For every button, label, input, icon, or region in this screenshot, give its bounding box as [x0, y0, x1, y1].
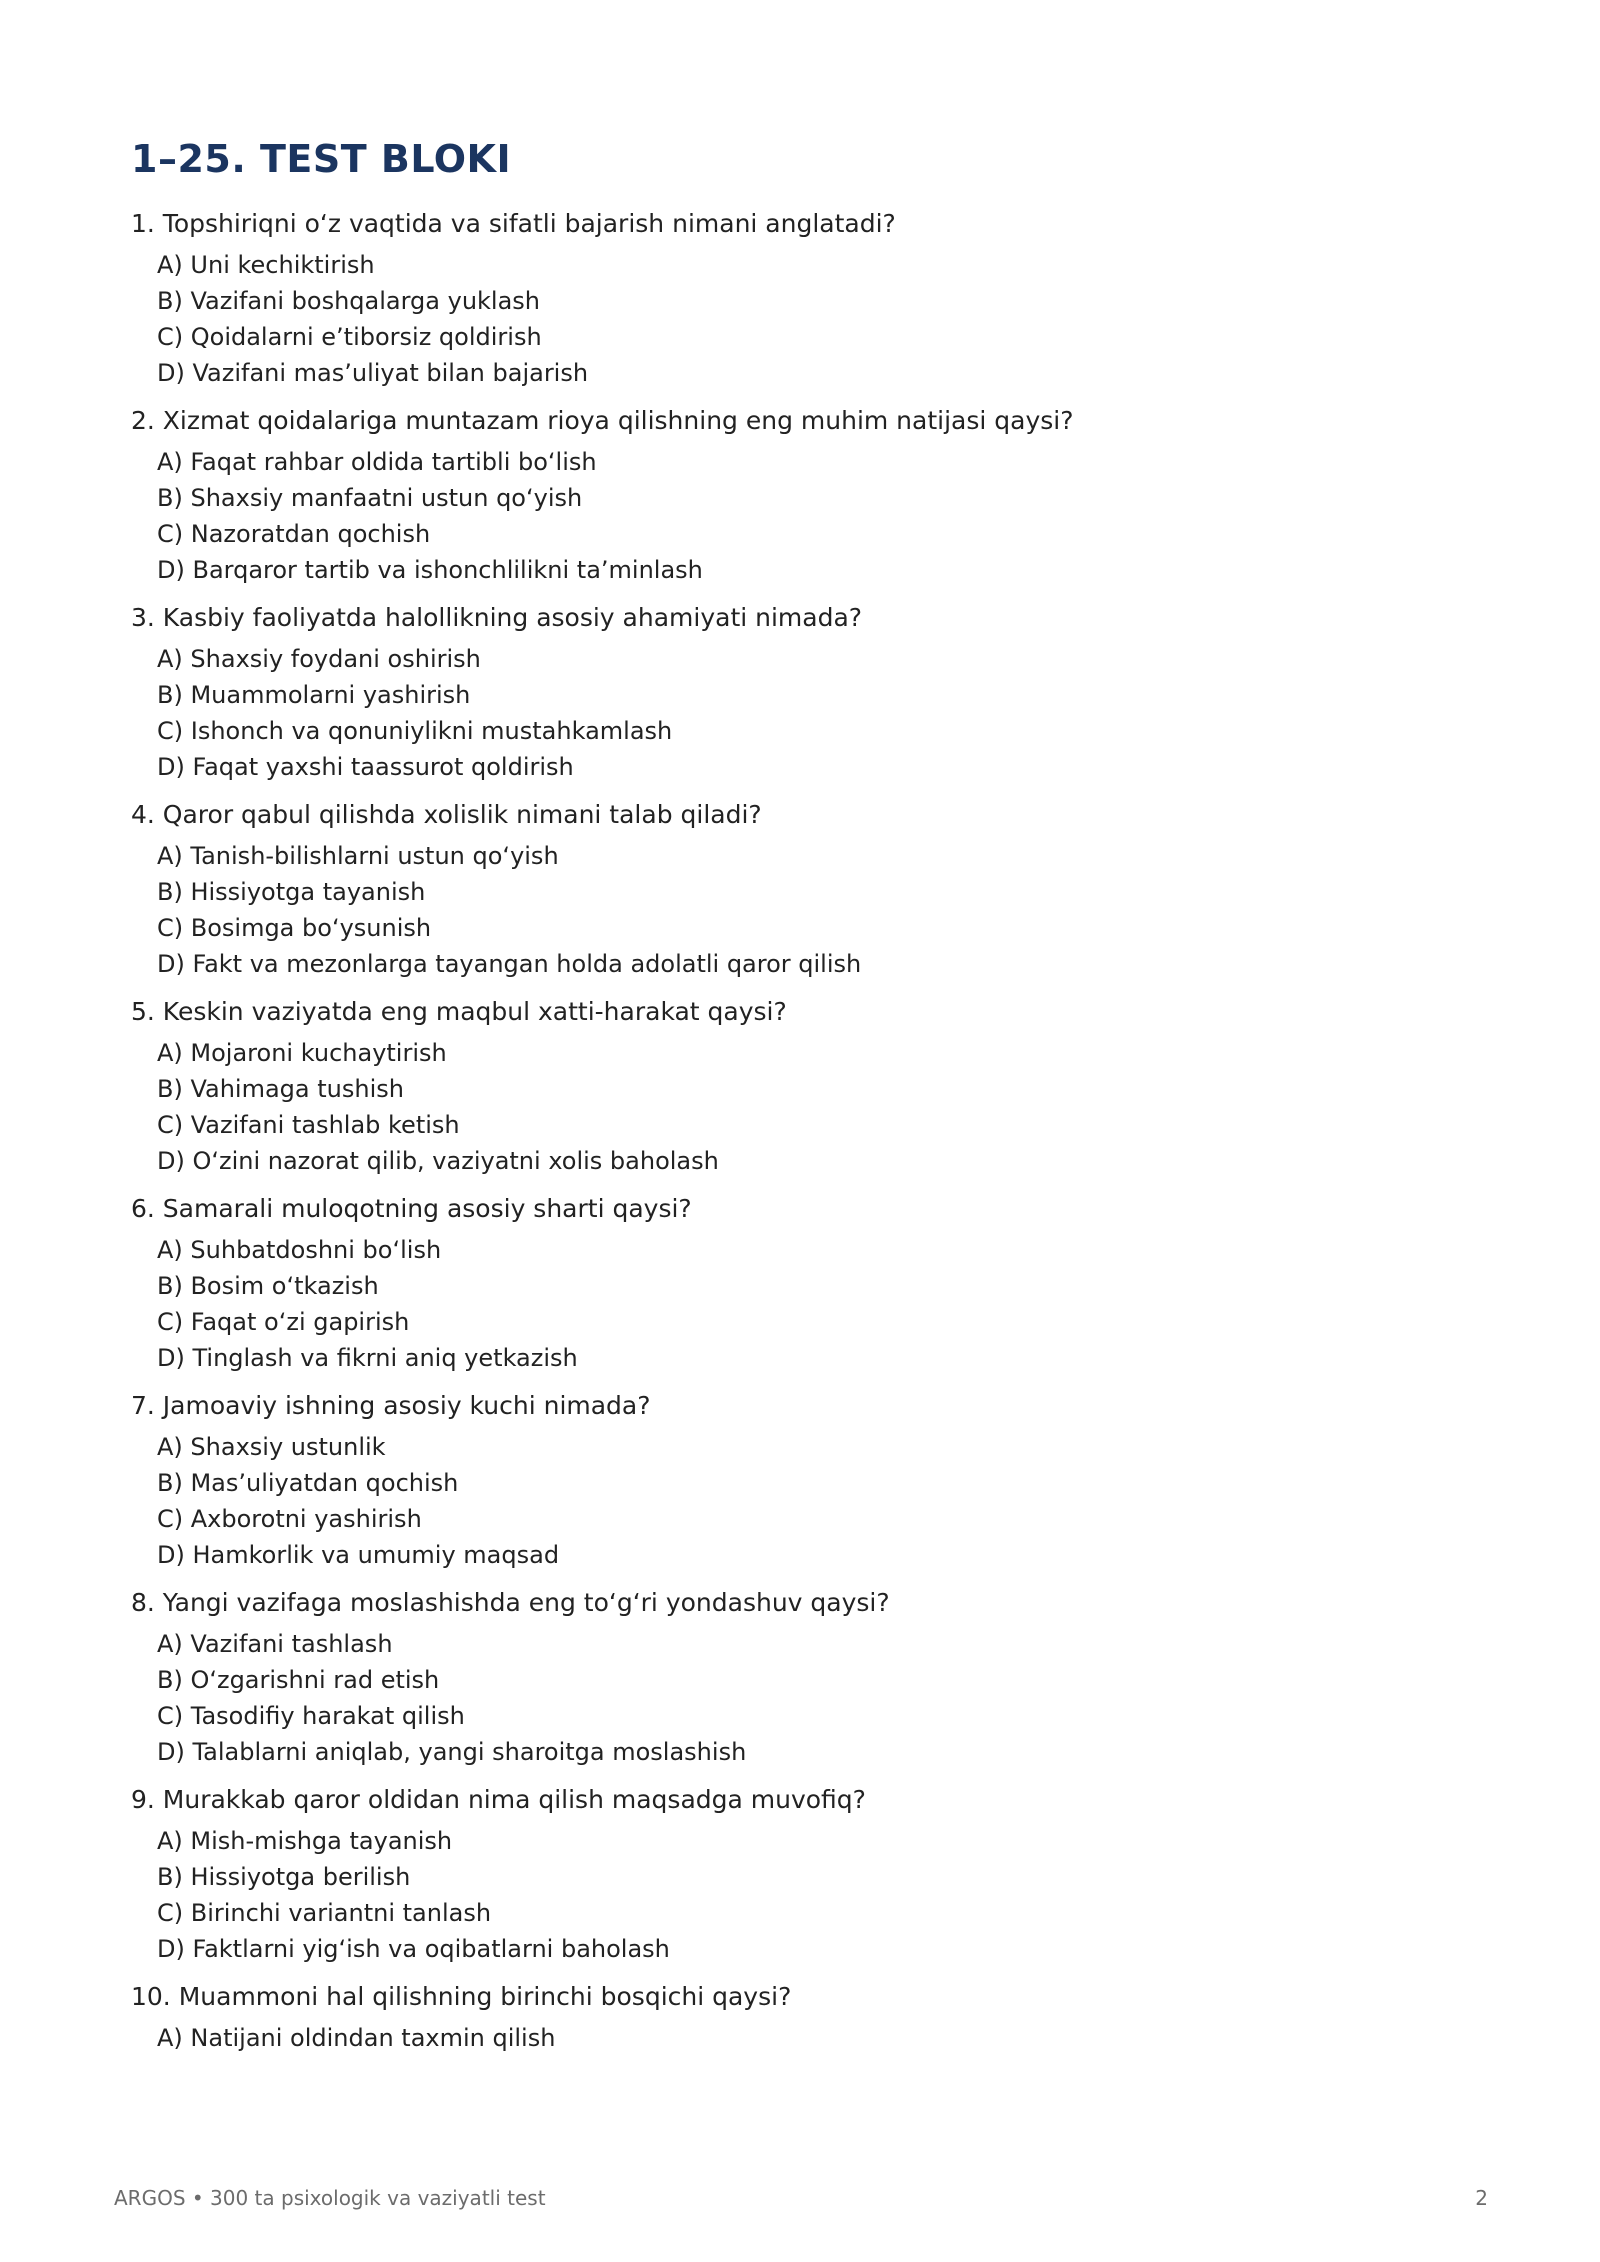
answer-option: D) O‘zini nazorat qilib, vaziyatni xolis baholash	[157, 1147, 719, 1175]
answer-option: C) Axborotni yashirish	[157, 1505, 422, 1533]
question-text: 2. Xizmat qoidalariga muntazam rioya qilishning eng muhim natijasi qaysi?	[131, 406, 1074, 435]
question-block	[131, 1583, 1491, 1770]
question-text: 1. Topshiriqni o‘z vaqtida va sifatli bajarish nimani anglatadi?	[131, 209, 896, 238]
answer-option: D) Tinglash va fikrni aniq yetkazish	[157, 1344, 578, 1372]
answer-option: C) Tasodifiy harakat qilish	[157, 1702, 465, 1730]
answer-option: D) Faqat yaxshi taassurot qoldirish	[157, 753, 574, 781]
answer-option: C) Nazoratdan qochish	[157, 520, 431, 548]
answer-option: C) Faqat o‘zi gapirish	[157, 1308, 410, 1336]
footer-title: ARGOS • 300 ta psixologik va vaziyatli test	[114, 2186, 546, 2210]
question-block	[131, 204, 1491, 391]
answer-option: A) Mojaroni kuchaytirish	[157, 1039, 447, 1067]
answer-option: A) Mish-mishga tayanish	[157, 1827, 453, 1855]
question-text: 9. Murakkab qaror oldidan nima qilish maqsadga muvofiq?	[131, 1785, 866, 1814]
answer-option: A) Natijani oldindan taxmin qilish	[157, 2024, 556, 2052]
section-heading: 1–25. TEST BLOKI	[131, 137, 512, 181]
answer-option: B) Muammolarni yashirish	[157, 681, 471, 709]
question-block	[131, 1780, 1491, 1967]
answer-option: C) Ishonch va qonuniylikni mustahkamlash	[157, 717, 673, 745]
answer-option: C) Bosimga bo‘ysunish	[157, 914, 432, 942]
answer-option: A) Shaxsiy foydani oshirish	[157, 645, 481, 673]
question-block	[131, 598, 1491, 785]
question-text: 4. Qaror qabul qilishda xolislik nimani talab qiladi?	[131, 800, 762, 829]
answer-option: B) Mas’uliyatdan qochish	[157, 1469, 459, 1497]
answer-option: B) Vazifani boshqalarga yuklash	[157, 287, 541, 315]
answer-option: A) Faqat rahbar oldida tartibli bo‘lish	[157, 448, 597, 476]
question-text: 6. Samarali muloqotning asosiy sharti qaysi?	[131, 1194, 692, 1223]
answer-option: A) Shaxsiy ustunlik	[157, 1433, 386, 1461]
answer-option: D) Hamkorlik va umumiy maqsad	[157, 1541, 560, 1569]
question-text: 7. Jamoaviy ishning asosiy kuchi nimada?	[131, 1391, 651, 1420]
answer-option: B) Bosim o‘tkazish	[157, 1272, 379, 1300]
answer-option: D) Faktlarni yig‘ish va oqibatlarni baholash	[157, 1935, 670, 1963]
page-number: 2	[1475, 2186, 1488, 2210]
answer-option: B) Hissiyotga berilish	[157, 1863, 411, 1891]
answer-option: C) Vazifani tashlab ketish	[157, 1111, 460, 1139]
question-text: 3. Kasbiy faoliyatda halollikning asosiy ahamiyati nimada?	[131, 603, 863, 632]
question-block	[131, 1977, 1491, 2056]
question-list	[131, 204, 1491, 2066]
question-block	[131, 1386, 1491, 1573]
question-block	[131, 401, 1491, 588]
answer-option: B) Vahimaga tushish	[157, 1075, 404, 1103]
question-block	[131, 1189, 1491, 1376]
question-text: 8. Yangi vazifaga moslashishda eng to‘g‘ri yondashuv qaysi?	[131, 1588, 890, 1617]
question-text: 5. Keskin vaziyatda eng maqbul xatti-harakat qaysi?	[131, 997, 787, 1026]
question-text: 10. Muammoni hal qilishning birinchi bosqichi qaysi?	[131, 1982, 792, 2011]
answer-option: D) Talablarni aniqlab, yangi sharoitga moslashish	[157, 1738, 747, 1766]
answer-option: C) Birinchi variantni tanlash	[157, 1899, 492, 1927]
question-block	[131, 795, 1491, 982]
answer-option: A) Suhbatdoshni bo‘lish	[157, 1236, 442, 1264]
answer-option: D) Barqaror tartib va ishonchlilikni ta’minlash	[157, 556, 703, 584]
answer-option: B) Shaxsiy manfaatni ustun qo‘yish	[157, 484, 583, 512]
answer-option: D) Fakt va mezonlarga tayangan holda adolatli qaror qilish	[157, 950, 862, 978]
answer-option: A) Uni kechiktirish	[157, 251, 375, 279]
answer-option: B) Hissiyotga tayanish	[157, 878, 426, 906]
answer-option: A) Vazifani tashlash	[157, 1630, 393, 1658]
answer-option: A) Tanish-bilishlarni ustun qo‘yish	[157, 842, 559, 870]
question-block	[131, 992, 1491, 1179]
answer-option: C) Qoidalarni e’tiborsiz qoldirish	[157, 323, 542, 351]
answer-option: B) O‘zgarishni rad etish	[157, 1666, 440, 1694]
answer-option: D) Vazifani mas’uliyat bilan bajarish	[157, 359, 589, 387]
